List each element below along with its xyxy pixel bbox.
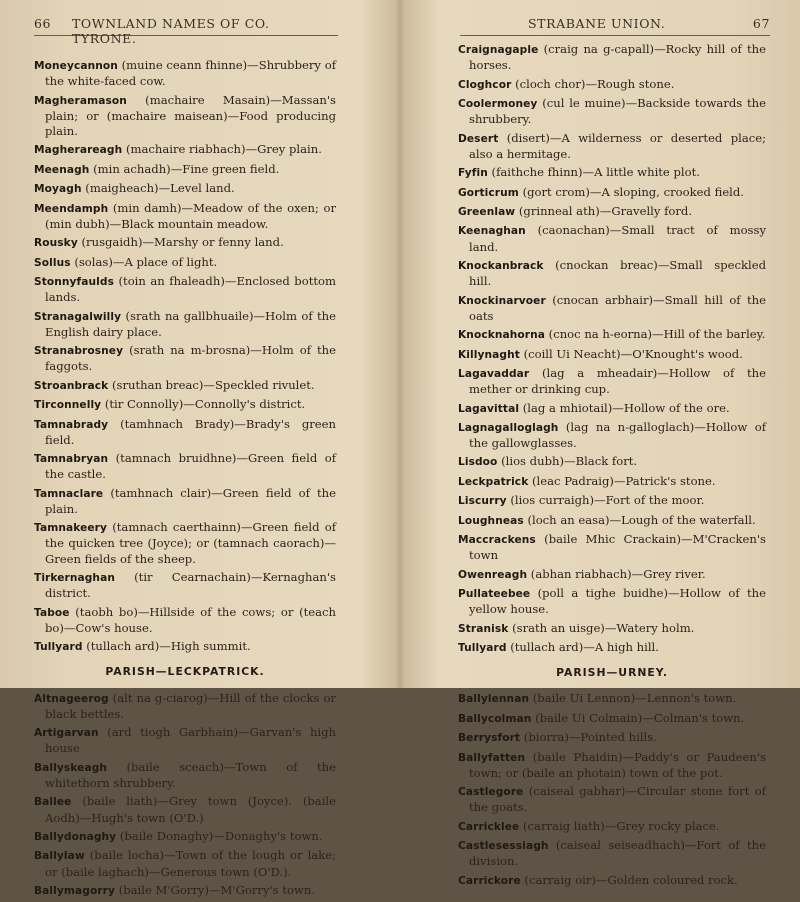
- townland-name: Sollus: [34, 256, 71, 269]
- townland-entry: [458, 204, 766, 220]
- townland-name: Fyfin: [458, 167, 488, 180]
- townland-name: Altnageerog: [34, 692, 109, 705]
- townland-entry: [458, 586, 766, 617]
- townland-meaning: (lag a mhiotail)—Hollow of the ore.: [522, 400, 730, 415]
- townland-meaning: (disert)—A wilderness or deserted place; also a hermitage.: [469, 130, 766, 161]
- townland-name: Ballydonaghy: [34, 831, 117, 844]
- townland-meaning: (baile Phaidin)—Paddy's or Paudeen's town; or (baile an photain) town of the pot.: [469, 749, 766, 780]
- left-page: [0, 0, 398, 898]
- section-heading: PARISH—LECKPATRICK.: [105, 665, 265, 679]
- townland-meaning: (lios curraigh)—Fort of the moor.: [510, 493, 705, 508]
- townland-entry: [34, 520, 336, 567]
- townland-entry: [458, 474, 766, 490]
- right-entries-before: [458, 42, 766, 656]
- townland-meaning: (machaire riabhach)—Grey plain.: [125, 142, 322, 157]
- townland-entry: [458, 223, 766, 254]
- townland-meaning: (tamhnach Brady)—Brady's green field.: [45, 416, 336, 447]
- townland-meaning: (tir Cearnachain)—Kernaghan's district.: [45, 570, 337, 601]
- townland-meaning: (baile sceach)—Town of the whitethorn shrubbery.: [45, 759, 337, 791]
- townland-entry: [458, 165, 766, 181]
- townland-meaning: (maigheach)—Level land.: [85, 181, 235, 196]
- townland-entry: [34, 639, 336, 655]
- townland-meaning: (solas)—A place of light.: [74, 254, 218, 269]
- townland-entry: [34, 58, 336, 89]
- townland-entry: [458, 347, 766, 363]
- townland-entry: [458, 42, 766, 73]
- townland-name: Ballyfatten: [458, 751, 526, 764]
- townland-meaning: (baile Donaghy)—Donaghy's town.: [119, 829, 323, 844]
- townland-name: Taboe: [34, 606, 70, 619]
- townland-name: Maccrackens: [458, 534, 536, 547]
- townland-name: Artigarvan: [34, 727, 99, 740]
- townland-entry: [34, 181, 336, 197]
- townland-entry: [34, 255, 336, 271]
- townland-name: Ballycolman: [458, 712, 532, 725]
- townland-name: Tullyard: [458, 642, 507, 655]
- left-entries-before: [34, 58, 336, 655]
- townland-name: Liscurry: [458, 495, 507, 508]
- townland-name: Tullyard: [34, 641, 83, 654]
- townland-name: Tirkernaghan: [34, 572, 115, 585]
- townland-meaning: (tir Connolly)—Connolly's district.: [104, 397, 306, 412]
- townland-meaning: (gort crom)—A sloping, crooked field.: [522, 184, 744, 199]
- townland-meaning: (sruthan breac)—Speckled rivulet.: [111, 377, 315, 392]
- townland-entry: [34, 201, 336, 232]
- townland-meaning: (taobh bo)—Hillside of the cows; or (teach bo)—Cow's house.: [45, 604, 337, 635]
- townland-entry: [458, 819, 766, 835]
- left-entry-list: [34, 58, 336, 902]
- townland-meaning: (biorra)—Pointed hills.: [523, 730, 657, 745]
- townland-meaning: (lag a mheadair)—Hollow of the mether or drinking cup.: [469, 365, 767, 397]
- townland-meaning: (srath an uisge)—Watery holm.: [512, 620, 695, 635]
- townland-entry: [458, 711, 766, 727]
- townland-name: Tirconnelly: [34, 399, 102, 412]
- townland-name: Lagnagalloglagh: [458, 421, 559, 434]
- townland-entry: [458, 873, 766, 889]
- townland-entry: [34, 848, 336, 879]
- townland-entry: [458, 730, 766, 746]
- townland-entry: [34, 235, 336, 251]
- left-entries-after: [34, 691, 336, 900]
- townland-name: Carrickore: [458, 874, 521, 887]
- townland-name: Magheramason: [34, 94, 127, 107]
- townland-entry: [458, 691, 766, 707]
- townland-name: Lagavaddar: [458, 367, 530, 380]
- right-entries-after: [458, 691, 766, 889]
- townland-meaning: (tullach ard)—High summit.: [86, 639, 251, 654]
- townland-entry: [34, 343, 336, 374]
- townland-entry: [458, 96, 766, 127]
- townland-meaning: (carraig oir)—Golden coloured rock.: [524, 872, 738, 887]
- townland-meaning: (tamnach caerthainn)—Green field of the quicken tree (Joyce); or (tamnach caorach)—Green fields of the sheep.: [45, 520, 337, 566]
- townland-name: Ballylennan: [458, 693, 530, 706]
- townland-meaning: (cloch chor)—Rough stone.: [515, 76, 675, 91]
- townland-entry: [458, 640, 766, 656]
- townland-name: Lisdoo: [458, 456, 498, 469]
- townland-name: Ballee: [34, 796, 72, 809]
- townland-entry: [458, 131, 766, 162]
- townland-entry: [34, 378, 336, 394]
- townland-name: Knockinarvoer: [458, 294, 546, 307]
- townland-name: Castlesessiagh: [458, 840, 549, 853]
- townland-meaning: (toin an fhaleadh)—Enclosed bottom lands.: [45, 273, 337, 305]
- townland-name: Meendamph: [34, 202, 109, 215]
- townland-entry: [34, 883, 336, 899]
- townland-entry: [458, 784, 766, 815]
- right-entry-list: [458, 42, 766, 892]
- right-page: [402, 0, 800, 887]
- townland-meaning: (tullach ard)—A high hill.: [510, 640, 659, 655]
- townland-name: Coolermoney: [458, 97, 538, 110]
- townland-entry: [458, 838, 766, 869]
- townland-meaning: (baile Mhic Crackain)—M'Cracken's town: [469, 532, 766, 563]
- townland-name: Stranisk: [458, 622, 509, 635]
- townland-name: Loughneas: [458, 514, 524, 527]
- townland-meaning: (craig na g-capall)—Rocky hill of the horses.: [469, 42, 766, 73]
- running-title: STRABANE UNION.: [528, 16, 666, 31]
- townland-name: Tamnabryan: [34, 453, 109, 466]
- townland-entry: [458, 513, 766, 529]
- townland-meaning: (lios dubh)—Black fort.: [501, 454, 638, 469]
- townland-meaning: (grinneal ath)—Gravelly ford.: [518, 203, 693, 218]
- townland-meaning: (poll a tighe buidhe)—Hollow of the yellow house.: [469, 586, 767, 617]
- townland-meaning: (caonachan)—Small tract of mossy land.: [469, 223, 766, 254]
- townland-meaning: (baile Ui Colmain)—Colman's town.: [535, 710, 745, 725]
- townland-meaning: (loch an easa)—Lough of the waterfall.: [527, 512, 756, 527]
- townland-meaning: (min achadh)—Fine green field.: [93, 161, 280, 176]
- page-number: 66: [34, 16, 52, 31]
- townland-meaning: (baile M'Gorry)—M'Gorry's town.: [118, 883, 316, 898]
- townland-meaning: (coill Ui Neacht)—O'Knought's wood.: [523, 346, 743, 361]
- townland-entry: [458, 77, 766, 93]
- townland-name: Meenagh: [34, 163, 90, 176]
- townland-entry: [458, 293, 766, 324]
- townland-entry: [458, 327, 766, 343]
- townland-name: Gorticrum: [458, 186, 519, 199]
- townland-meaning: (cnocan arbhair)—Small hill of the oats: [469, 292, 767, 323]
- right-page-header: [460, 16, 770, 36]
- townland-name: Owenreagh: [458, 568, 528, 581]
- townland-meaning: (caiseal seiseadhach)—Fort of the division.: [469, 838, 766, 869]
- townland-meaning: (muine ceann fhinne)—Shrubbery of the white-faced cow.: [45, 58, 337, 89]
- townland-name: Stonnyfaulds: [34, 275, 114, 288]
- townland-entry: [458, 567, 766, 583]
- townland-entry: [34, 451, 336, 482]
- townland-name: Stroanbrack: [34, 379, 109, 392]
- townland-meaning: (tamnach bruidhne)—Green field of the castle.: [45, 451, 337, 482]
- townland-name: Ballylaw: [34, 850, 85, 863]
- townland-name: Leckpatrick: [458, 475, 529, 488]
- townland-meaning: (alt na g-ciarog)—Hill of the clocks or black bettles.: [45, 690, 336, 721]
- townland-entry: [34, 162, 336, 178]
- townland-entry: [34, 309, 336, 340]
- townland-meaning: (baile liath)—Grey town (Joyce). (baile Aodh)—Hugh's town (O'D.): [45, 794, 336, 825]
- townland-entry: [34, 417, 336, 448]
- townland-entry: [34, 274, 336, 305]
- page-number: 67: [752, 16, 770, 31]
- townland-entry: [34, 397, 336, 413]
- townland-meaning: (min damh)—Meadow of the oxen; or (min dubh)—Black mountain meadow.: [45, 200, 336, 231]
- townland-meaning: (ard tiogh Garbhain)—Garvan's high house: [45, 725, 337, 756]
- townland-entry: [458, 366, 766, 397]
- left-page-header: [34, 16, 338, 46]
- townland-meaning: (machaire Masain)—Massan's plain; or (machaire maisean)—Food producing plain.: [45, 92, 336, 138]
- townland-meaning: (tamhnach clair)—Green field of the plain.: [45, 485, 337, 516]
- townland-name: Killynaght: [458, 348, 520, 361]
- townland-meaning: (baile locha)—Town of the lough or lake; or (baile laghach)—Generous town (O'D.).: [45, 848, 336, 879]
- section-heading: PARISH—URNEY.: [556, 666, 668, 680]
- townland-name: Tamnabrady: [34, 418, 109, 431]
- townland-entry: [34, 93, 336, 140]
- townland-name: Desert: [458, 132, 499, 145]
- townland-entry: [34, 486, 336, 517]
- townland-name: Greenlaw: [458, 205, 516, 218]
- townland-name: Tamnaclare: [34, 487, 104, 500]
- townland-name: Knocknahorna: [458, 329, 545, 342]
- townland-entry: [34, 605, 336, 636]
- townland-name: Moyagh: [34, 183, 82, 196]
- townland-meaning: (abhan riabhach)—Grey river.: [530, 566, 706, 581]
- townland-name: Craignagaple: [458, 44, 539, 56]
- townland-name: Ballyskeagh: [34, 761, 108, 774]
- townland-name: Stranabrosney: [34, 345, 124, 358]
- townland-name: Carricklee: [458, 820, 520, 833]
- townland-name: Stranagalwilly: [34, 310, 122, 323]
- running-title: TOWNLAND NAMES OF CO. TYRONE.: [72, 16, 270, 46]
- townland-entry: [34, 725, 336, 756]
- townland-meaning: (rusgaidh)—Marshy or fenny land.: [81, 235, 284, 250]
- townland-entry: [34, 691, 336, 722]
- townland-entry: [458, 401, 766, 417]
- townland-name: Moneycannon: [34, 60, 118, 72]
- townland-entry: [458, 454, 766, 470]
- townland-name: Berrysfort: [458, 732, 521, 745]
- townland-entry: [458, 621, 766, 637]
- townland-entry: [458, 493, 766, 509]
- townland-entry: [34, 760, 336, 791]
- townland-name: Keenaghan: [458, 225, 526, 238]
- townland-entry: [458, 750, 766, 781]
- townland-name: Tamnakeery: [34, 522, 107, 535]
- townland-name: Cloghcor: [458, 78, 512, 91]
- townland-meaning: (leac Padraig)—Patrick's stone.: [532, 473, 716, 488]
- townland-meaning: (lag na n-galloglach)—Hollow of the gallowglasses.: [469, 419, 767, 451]
- townland-name: Rousky: [34, 237, 78, 250]
- townland-entry: [458, 420, 766, 451]
- townland-name: Knockanbrack: [458, 259, 544, 272]
- townland-meaning: (cnockan breac)—Small speckled hill.: [469, 257, 767, 289]
- townland-entry: [34, 570, 336, 601]
- townland-entry: [458, 258, 766, 289]
- townland-entry: [34, 794, 336, 825]
- townland-meaning: (cul le muine)—Backside towards the shrubbery.: [469, 95, 766, 127]
- townland-name: Pullateebee: [458, 588, 531, 601]
- townland-name: Magherareagh: [34, 144, 123, 157]
- townland-name: Ballymagorry: [34, 885, 115, 898]
- townland-meaning: (caiseal gabhar)—Circular stone fort of the goats.: [469, 784, 766, 815]
- townland-meaning: (srath na gallbhuaile)—Holm of the English dairy place.: [45, 308, 337, 339]
- townland-meaning: (baile Ui Lennon)—Lennon's town.: [532, 691, 737, 706]
- townland-entry: [458, 532, 766, 563]
- townland-meaning: (cnoc na h-eorna)—Hill of the barley.: [548, 327, 766, 342]
- townland-entry: [34, 829, 336, 845]
- townland-meaning: (faithche fhinn)—A little white plot.: [491, 165, 700, 180]
- townland-meaning: (srath na m-brosna)—Holm of the faggots.: [45, 343, 336, 374]
- townland-meaning: (carraig liath)—Grey rocky place.: [523, 818, 720, 833]
- townland-name: Castlegore: [458, 786, 524, 799]
- townland-name: Lagavittal: [458, 402, 520, 415]
- townland-entry: [458, 185, 766, 201]
- townland-entry: [34, 142, 336, 158]
